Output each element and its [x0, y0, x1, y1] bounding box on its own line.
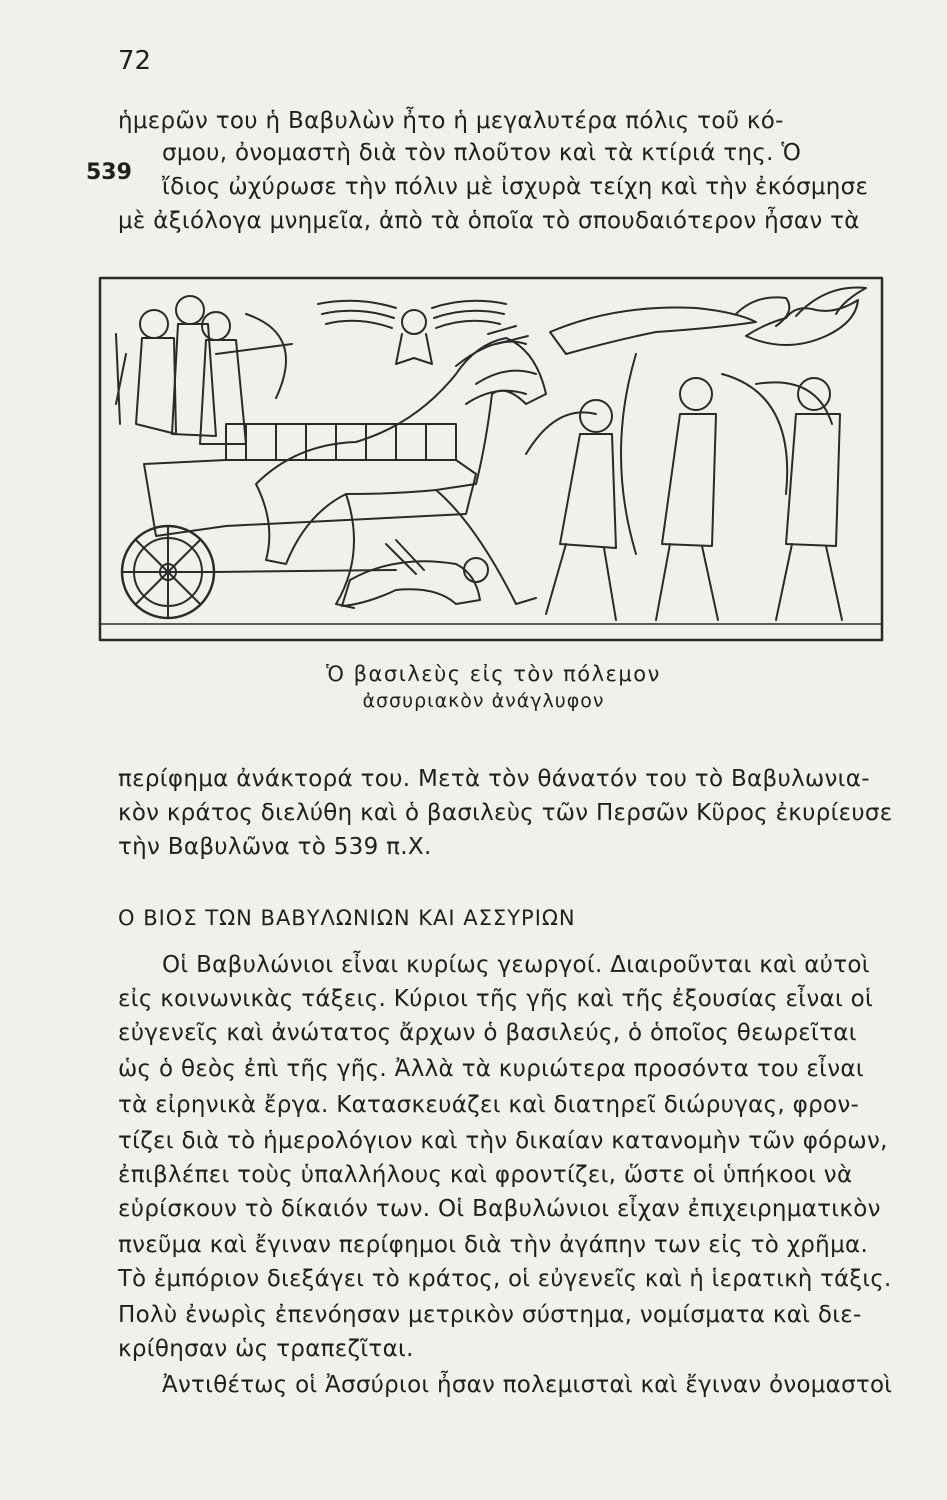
margin-year-note: 539	[86, 160, 132, 185]
winged-disk-icon	[318, 301, 506, 364]
text-line: ἴδιος ὠχύρωσε τὴν πόλιν μὲ ἰσχυρὰ τείχη καὶ τὴν ἐκόσμησε	[162, 174, 869, 200]
assyrian-relief-illustration	[96, 274, 886, 652]
text-line: κρίθησαν ὡς τραπεζῖται.	[118, 1336, 414, 1362]
section-heading: Ο ΒΙΟΣ ΤΩΝ ΒΑΒΥΛΩΝΙΩΝ ΚΑΙ ΑΣΣΥΡΙΩΝ	[118, 906, 576, 930]
text-line: τὴν Βαβυλῶνα τὸ 539 π.Χ.	[118, 834, 432, 860]
text-line: εὑρίσκουν τὸ δίκαιόν των. Οἱ Βαβυλώνιοι εἶχαν ἐπιχειρηματικὸν	[118, 1196, 881, 1222]
text-line: Οἱ Βαβυλώνιοι εἶναι κυρίως γεωργοί. Διαιροῦνται καὶ αὐτοὶ	[162, 952, 870, 978]
text-line: τίζει διὰ τὸ ἡμερολόγιον καὶ τὴν δικαίαν κατανομὴν τῶν φόρων,	[118, 1128, 888, 1154]
figure-subcaption: ἀσσυριακὸν ἀνάγλυφον	[362, 690, 605, 712]
text-line: Ἀντιθέτως οἱ Ἀσσύριοι ἦσαν πολεμισταὶ καὶ ἔγιναν ὀνομαστοὶ	[162, 1372, 893, 1398]
text-line: εὐγενεῖς καὶ ἀνώτατος ἄρχων ὁ βασιλεύς, ὁ ὁποῖος θεωρεῖται	[118, 1020, 857, 1046]
text-line: σμου, ὀνομαστὴ διὰ τὸν πλοῦτον καὶ τὰ κτίριά της. Ὁ	[162, 140, 802, 166]
figure-caption: Ὁ βασιλεὺς εἰς τὸν πόλεμον	[326, 662, 661, 686]
text-line: Πολὺ ἐνωρὶς ἐπενόησαν μετρικὸν σύστημα, νομίσματα καὶ διε-	[118, 1302, 862, 1328]
text-line: ἐπιβλέπει τοὺς ὑπαλλήλους καὶ φροντίζει, ὥστε οἱ ὑπήκοοι νὰ	[118, 1162, 853, 1188]
text-line: περίφημα ἀνάκτορά του. Μετὰ τὸν θάνατόν του τὸ Βαβυλωνια-	[118, 766, 870, 792]
text-line: τὰ εἰρηνικὰ ἔργα. Κατασκευάζει καὶ διατηρεῖ διώρυγας, φρον-	[118, 1092, 860, 1118]
king-archer-figures	[116, 296, 292, 444]
chariot-icon	[122, 424, 476, 618]
text-line: κὸν κράτος διελύθη καὶ ὁ βασιλεὺς τῶν Περσῶν Κῦρος ἐκυρίευσε	[118, 800, 893, 826]
text-line: ἡμερῶν του ἡ Βαβυλὼν ἦτο ἡ μεγαλυτέρα πόλις τοῦ κό-	[118, 108, 784, 134]
text-line: ὡς ὁ θεὸς ἐπὶ τῆς γῆς. Ἀλλὰ τὰ κυριώτερα προσόντα του εἶναι	[118, 1056, 864, 1082]
soldiers-icon	[526, 354, 842, 620]
text-line: Τὸ ἐμπόριον διεξάγει τὸ κράτος, οἱ εὐγενεῖς καὶ ἡ ἱερατικὴ τάξις.	[118, 1266, 892, 1292]
text-line: εἰς κοινωνικὰς τάξεις. Κύριοι τῆς γῆς καὶ τῆς ἐξουσίας εἶναι οἱ	[118, 986, 874, 1012]
text-line: πνεῦμα καὶ ἔγιναν περίφημοι διὰ τὴν ἀγάπην των εἰς τὸ χρῆμα.	[118, 1232, 869, 1258]
text-line: μὲ ἀξιόλογα μνημεῖα, ἀπὸ τὰ ὁποῖα τὸ σπουδαιότερον ἦσαν τὰ	[118, 208, 860, 234]
page-number: 72	[118, 46, 152, 76]
horses-icon	[256, 326, 546, 608]
